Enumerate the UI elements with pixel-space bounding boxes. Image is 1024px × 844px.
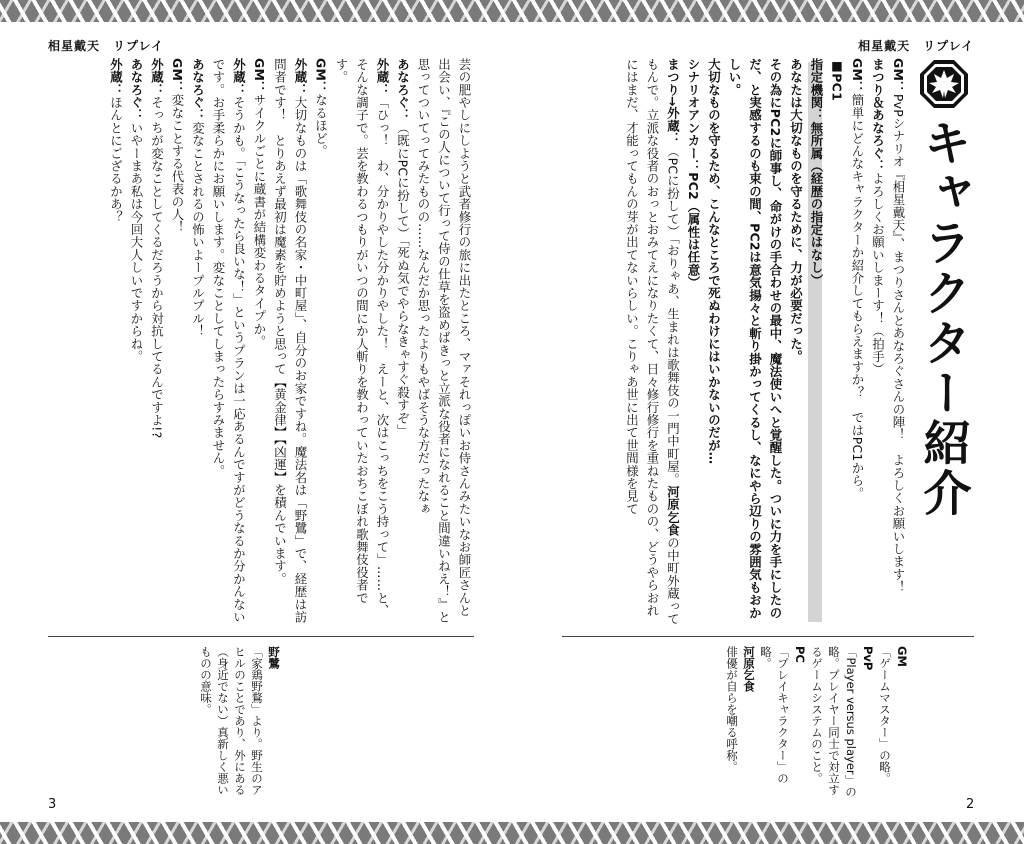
right-page-text [568, 58, 908, 628]
dialogue-line: あなろぐ：変なことされるの怖いよープルプル！ [190, 58, 206, 338]
dialogue-line: あなろぐ：（既にPCに扮して）「死ぬ気でやらなきゃすぐ殺すぞ」 [395, 58, 411, 437]
page-title: キャラクター紹介 [915, 118, 971, 518]
dialogue-line: 芸の肥やしにしようと武者修行の旅に出たところ、マァそれっぽいお侍さんみたいなお師匠さんと出会い、『この人について行って侍の仕草を盗めばきっと立派な役者になれること間違いねえ！』と思ってついてってみたものの……なんだか思ったよりもやばそうな方だったなぁ [416, 58, 472, 624]
notes-divider-right [562, 636, 974, 637]
pc-heading: ■PC1 [829, 58, 845, 101]
left-page-text [38, 58, 474, 628]
page-number-right: 2 [966, 797, 975, 812]
dialogue-line: GM：変なことする代表の人！ [170, 58, 185, 234]
running-header-left: 相星戴天 リプレイ [48, 39, 164, 53]
dialogue-line: あなろぐ：いやーまあ私は今回大人しいですからね。 [129, 58, 144, 363]
pc-description: その為にPC2に師事し、命がけの手合わせの最中、魔法使いへと覚醒した。ついに力を手にしたのだ、と実感するのも束の間、PC2は意気揚々と斬り掛かってくるし、なにやら辺りの雰囲気もおかしい。 [727, 58, 783, 620]
decorative-border-bottom [0, 822, 1024, 844]
dialogue-line: GM：サイクルごとに蔵書が結構変わるタイプか。 [252, 58, 267, 348]
notes-divider-left [48, 636, 474, 637]
glossary-notes-left [190, 646, 282, 806]
glossary-notes-right [590, 646, 910, 806]
dialogue-line: GM：簡単にどんなキャラクターか紹介してもらえますか？ ではPC1から。 [850, 58, 865, 500]
dialogue-line: GM：なるほど。 [313, 58, 329, 158]
glossary-entry: PvP 「Player versus player」の略。プレイヤー同士で対立するゲームシステムのこと。 [810, 646, 875, 798]
dialogue-line: 外蔵：ほんとにござるかあ？ [108, 58, 124, 224]
maple-leaf-crest-icon [918, 58, 970, 110]
running-header-right: 相星戴天 リプレイ [858, 39, 974, 53]
glossary-entry: GM 「ゲームマスター」の略。 [878, 646, 909, 784]
dialogue-line: GM：PvPシナリオ『相星戴天』、まつりさんとあなろぐさんの陣！ よろしくお願いします！ [891, 58, 906, 594]
dialogue-line: 外蔵：「ひっ！ わ、分かりやした分かりやした！ えーと、次はこっちをこう持って」……と、そんな調子で。芸を教わるつもりがいつの間にか人斬りを教わっていたおちこぼれ歌舞伎役者です。 [334, 58, 390, 617]
dialogue-line: 外蔵：大切なものは「歌舞伎の名家・中町屋」、自分のお家ですね。魔法名は「野鷺」で、経歴は訪問者です！ とりあえず最初は魔素を貯めようと思って【黄金律】【凶運】を積んでいます。 [272, 58, 308, 624]
glossary-entry: PC 「プレイキャラクター」の略。 [759, 646, 807, 784]
pc-organization: 指定機関：無所属（経歴の指定はなし） [809, 58, 824, 287]
pc-description: あなたは大切なものを守るために、力が必要だった。 [788, 58, 804, 363]
dialogue-line: 外蔵：そっちが変なことしてくるだろうから対抗してるんですよ!? [149, 58, 165, 439]
dialogue-line: 外蔵：そうかも。「こうなったら良いな！」というプランは一応あるんですがどうなるか分かんないです。お手柔らかにお願いします。変なことしてしまったらすみません。 [211, 58, 247, 624]
decorative-border-top [0, 0, 1024, 22]
page-number-left: 3 [48, 797, 57, 812]
glossary-entry: 野鷺 「家鶏野鶩」より。野生のアヒルのことであり、外にある（身近でない）真新しく悪いものの意味。 [199, 646, 281, 796]
glossary-entry: 河原乞食 俳優が自らを嘲る呼称。 [725, 646, 756, 773]
pc-description: 大切なものを守るため、こんなところで死ぬわけにはいかないのだが… [706, 58, 722, 465]
pc-anchor: シナリオアンカー：PC2（属性は任意） [686, 58, 701, 289]
dialogue-line: まつり→外蔵：（PCに扮して）「おりゃあ、生まれは歌舞伎の一門中町屋。河原乞食の中町外蔵ってもんで。立派な役者のおっとおみてえになりたくて、日々修行修行を重ねたものの、どうやらおれにはまだ、才能ってもんの芽が出てないらしい。こりゃあ世に出て世間様を見て [624, 58, 681, 626]
dialogue-line: まつり＆あなろぐ：よろしくお願いしまーす！（拍手） [870, 58, 886, 376]
